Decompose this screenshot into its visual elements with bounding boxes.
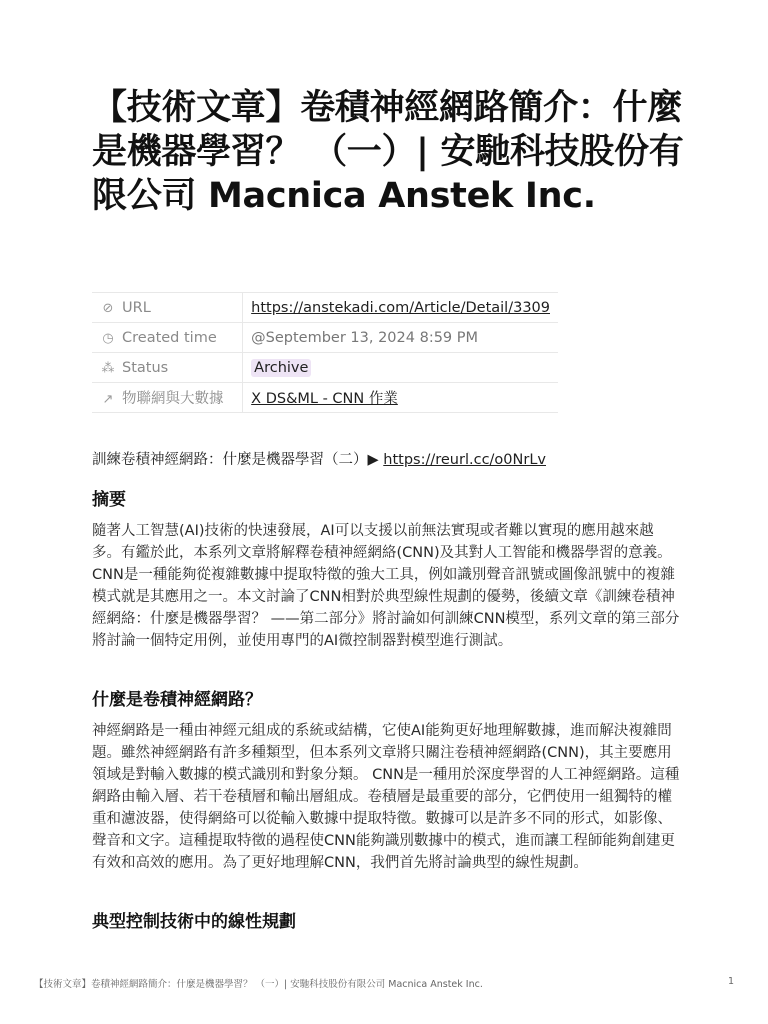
relation-link[interactable]: X DS&ML - CNN 作業 (251, 391, 398, 407)
footer-title: 【技術文章】卷積神經網路簡介：什麼是機器學習？ （一）| 安馳科技股份有限公司 Macnica Anstek Inc. (34, 979, 483, 990)
section-linear-programming (92, 910, 682, 942)
property-row-status (92, 353, 558, 383)
property-key: Status (122, 359, 169, 376)
section-paragraph: 神經網路是一種由神經元組成的系統或結構，它使AI能夠更好地理解數據，進而解決複雜問題。雖然神經網路有許多種類型，但本系列文章將只關注卷積神經網路(CNN)，其主要應用領域是對輸入數據的模式識別和對象分類。 CNN是一種用於深度學習的人工神經網路。這種網路由輸入層、若干卷積層和輸出層組成。卷積層是最重要的部分，它們使用一組獨特的權重和濾波器，使得網絡可以從輸入數據中提取特徵。數據可以是許多不同的形式，如影像、聲音和文字。這種提取特徵的過程使CNN能夠識別數據中的模式，進而讓工程師能夠創建更有效和高效的應用。為了更好地理解CNN，我們首先將討論典型的線性規劃。 (92, 723, 680, 871)
page-title: 【技術文章】卷積神經網路簡介：什麼是機器學習？ （一）| 安馳科技股份有限公司 Macnica Anstek Inc. (92, 88, 684, 216)
created-time-value: @September 13, 2024 8:59 PM (251, 329, 479, 346)
page-number: 1 (727, 976, 734, 987)
property-key: Created time (122, 329, 217, 346)
property-row-created-time (92, 323, 558, 353)
clock-icon: ◷ (102, 330, 114, 346)
intro-link[interactable]: https://reurl.cc/o0NrLv (383, 452, 546, 468)
property-key: URL (122, 299, 151, 316)
property-row-url (92, 293, 558, 323)
status-badge[interactable]: Archive (251, 359, 311, 377)
intro-text: 訓練卷積神經網路：什麼是機器學習（二）▶ (92, 452, 384, 468)
section-paragraph: 隨著人工智慧(AI)技術的快速發展，AI可以支援以前無法實現或者難以實現的應用越來越多。有鑑於此，本系列文章將解釋卷積神經網絡(CNN)及其對人工智能和機器學習的意義。 CNN是一種能夠從複雜數據中提取特徵的強大工具，例如識別聲音訊號或圖像訊號中的複雜模式就是其應用之一。本文討論了CNN相對於典型線性規劃的優勢，後續文章《訓練卷積神經網絡：什麼是機器學習？ ——第二部分》將討論如何訓練CNN模型，系列文章的第三部分將討論一個特定用例，並使用專門的AI微控制器對模型進行測試。 (92, 523, 680, 649)
page-footer (34, 976, 734, 990)
section-heading: 摘要 (92, 490, 126, 510)
section-heading: 典型控制技術中的線性規劃 (92, 912, 296, 932)
relation-arrow-icon: ↗ (102, 392, 114, 407)
properties-table (92, 292, 558, 413)
intro-line (92, 450, 692, 470)
status-icon: ⁂ (101, 360, 115, 376)
property-key: 物聯網與大數據 (122, 391, 224, 407)
link-icon: ⊘ (102, 300, 114, 316)
section-heading: 什麼是卷積神經網路？ (92, 690, 262, 710)
url-link[interactable]: https://anstekadi.com/Article/Detail/3309 (251, 299, 550, 316)
section-summary (92, 488, 682, 652)
section-what-is-cnn (92, 688, 682, 874)
property-row-relation (92, 383, 558, 413)
